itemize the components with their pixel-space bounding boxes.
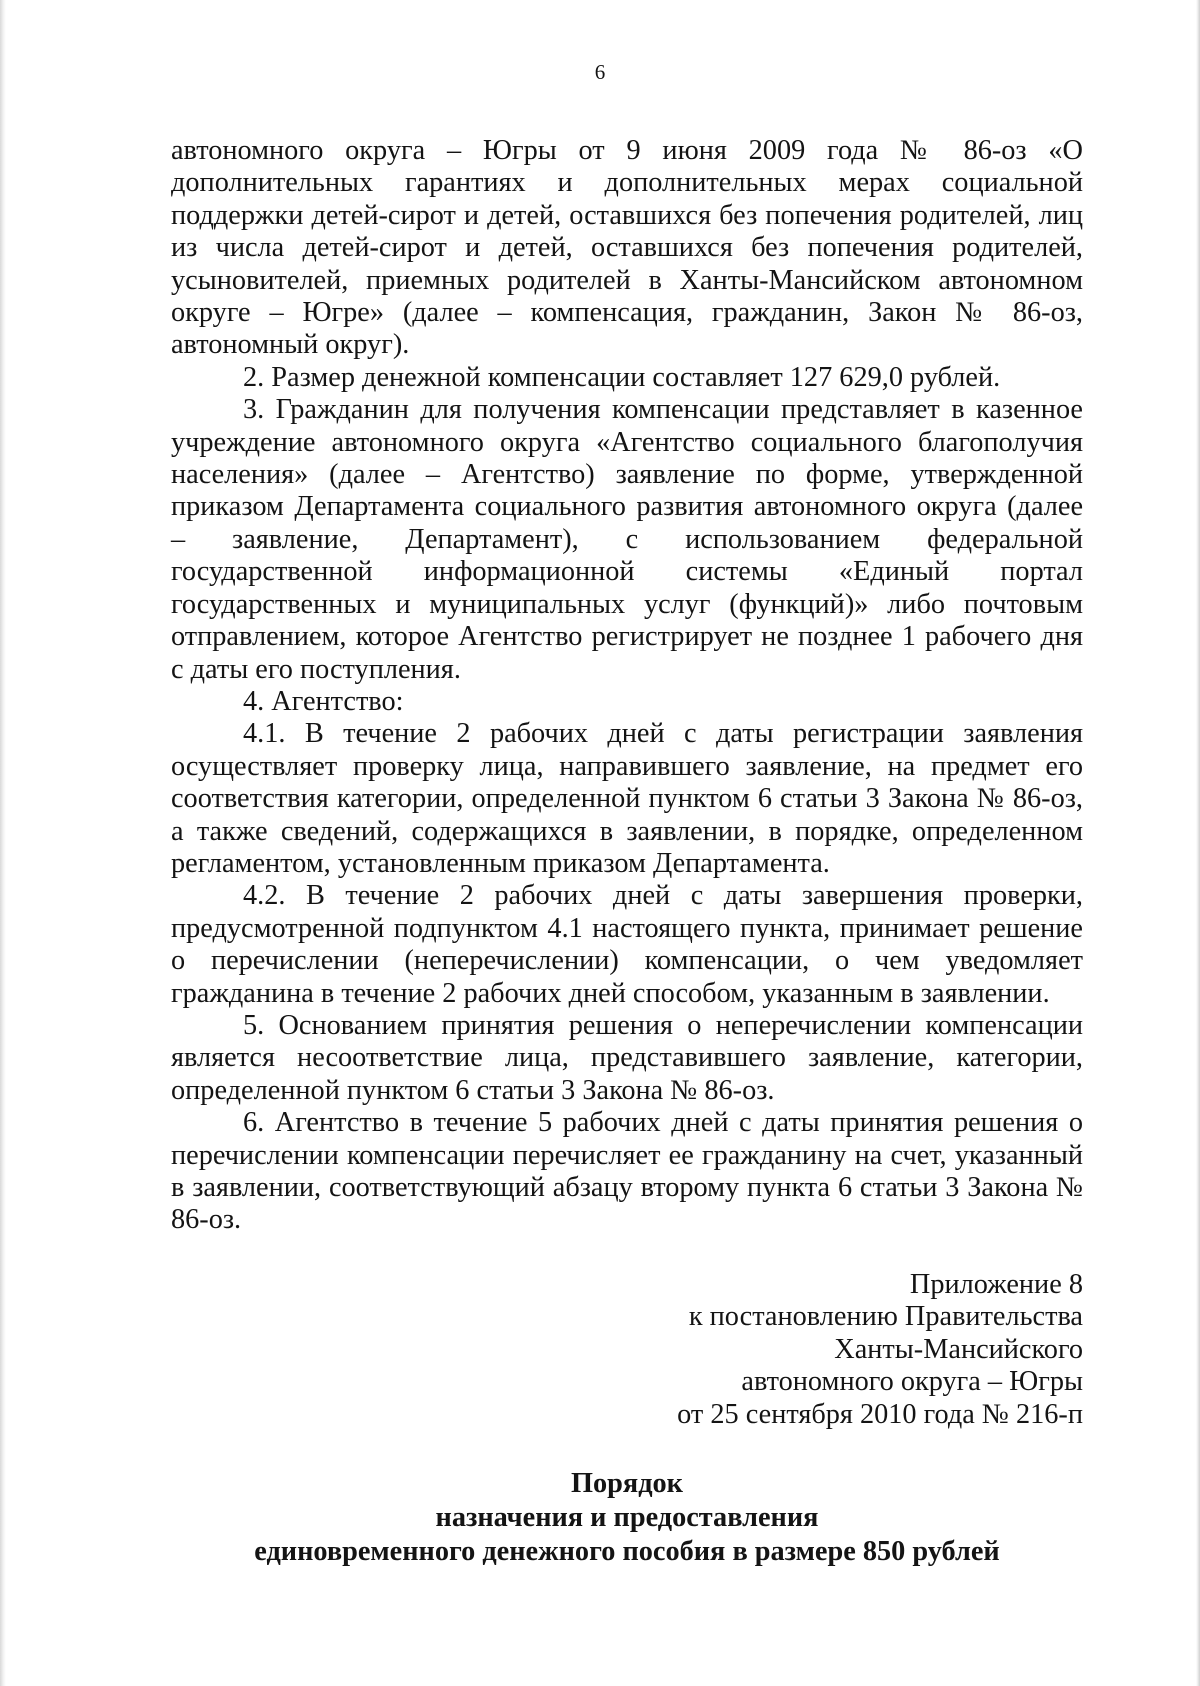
- title-line: Порядок: [571, 1468, 683, 1499]
- paragraph-2-compensation-amount: 2. Размер денежной компенсации составляет 127 629,0 рублей.: [243, 361, 1001, 393]
- paragraph-continuation: автономного округа – Югры от 9 июня 2009 года № 86-оз «О дополнительных гарантиях и дополнительных мерах социальной поддержки детей-сирот и детей, оставшихся без попечения родителей, лиц из числа детей-сирот и детей, оставшихся без попечения родителей, усыновителей, приемных родителей в Ханты-Мансийском автономном округе – Югре» (далее – компенсация, гражданин, Закон № 86-оз, автономный округ).: [171, 135, 1083, 361]
- document-body: [171, 135, 1083, 1237]
- paragraph-3-application: 3. Гражданин для получения компенсации представляет в казенное учреждение автономного округа «Агентство социального благополучия населения» (далее – Агентство) заявление по форме, утвержденной приказом Департамента социального развития автономного округа (далее – заявление, Департамент), с использованием федеральной государственной информационной системы «Единый портал государственных и муниципальных услуг (функций)» либо почтовым отправлением, которое Агентство регистрирует не позднее 1 рабочего дня с даты его поступления.: [171, 394, 1083, 685]
- paragraph-6-transfer: 6. Агентство в течение 5 рабочих дней с даты принятия решения о перечислении компенсации перечисляет ее гражданину на счет, указанный в заявлении, соответствующий абзацу второму пункта 6 статьи 3 Закона № 86-оз.: [171, 1107, 1083, 1236]
- appendix-line: автономного округа – Югры: [741, 1366, 1083, 1398]
- appendix-line: к постановлению Правительства: [688, 1301, 1083, 1333]
- paragraph-5-refusal-grounds: 5. Основанием принятия решения о неперечислении компенсации является несоответствие лица, представившего заявление, категории, определенной пунктом 6 статьи 3 Закона № 86-оз.: [171, 1009, 1083, 1106]
- paragraph-4-1-verification: 4.1. В течение 2 рабочих дней с даты регистрации заявления осуществляет проверку лица, направившего заявление, на предмет его соответствия категории, определенной пунктом 6 статьи 3 Закона № 86-оз, а также сведений, содержащихся в заявлении, в порядке, определенном регламентом, установленным приказом Департамента.: [171, 718, 1083, 879]
- appendix-line: Приложение 8: [909, 1269, 1083, 1300]
- scan-edge-left: [0, 0, 6, 1686]
- appendix-header: [483, 1269, 1083, 1431]
- scan-edge-right: [1196, 0, 1200, 1686]
- appendix-line: от 25 сентября 2010 года № 216-п: [677, 1398, 1083, 1430]
- page-number: 6: [594, 60, 606, 84]
- title-line: единовременного денежного пособия в размере 850 рублей: [254, 1536, 1000, 1567]
- paragraph-4-2-decision: 4.2. В течение 2 рабочих дней с даты завершения проверки, предусмотренной подпунктом 4.1 настоящего пункта, принимает решение о перечислении (неперечислении) компенсации, о чем уведомляет гражданина в течение 2 рабочих дней способом, указанным в заявлении.: [171, 880, 1083, 1009]
- document-title: [171, 1467, 1083, 1569]
- title-line: назначения и предоставления: [435, 1502, 819, 1533]
- appendix-line: Ханты-Мансийского: [834, 1333, 1083, 1365]
- paragraph-4-agency: 4. Агентство:: [243, 685, 404, 717]
